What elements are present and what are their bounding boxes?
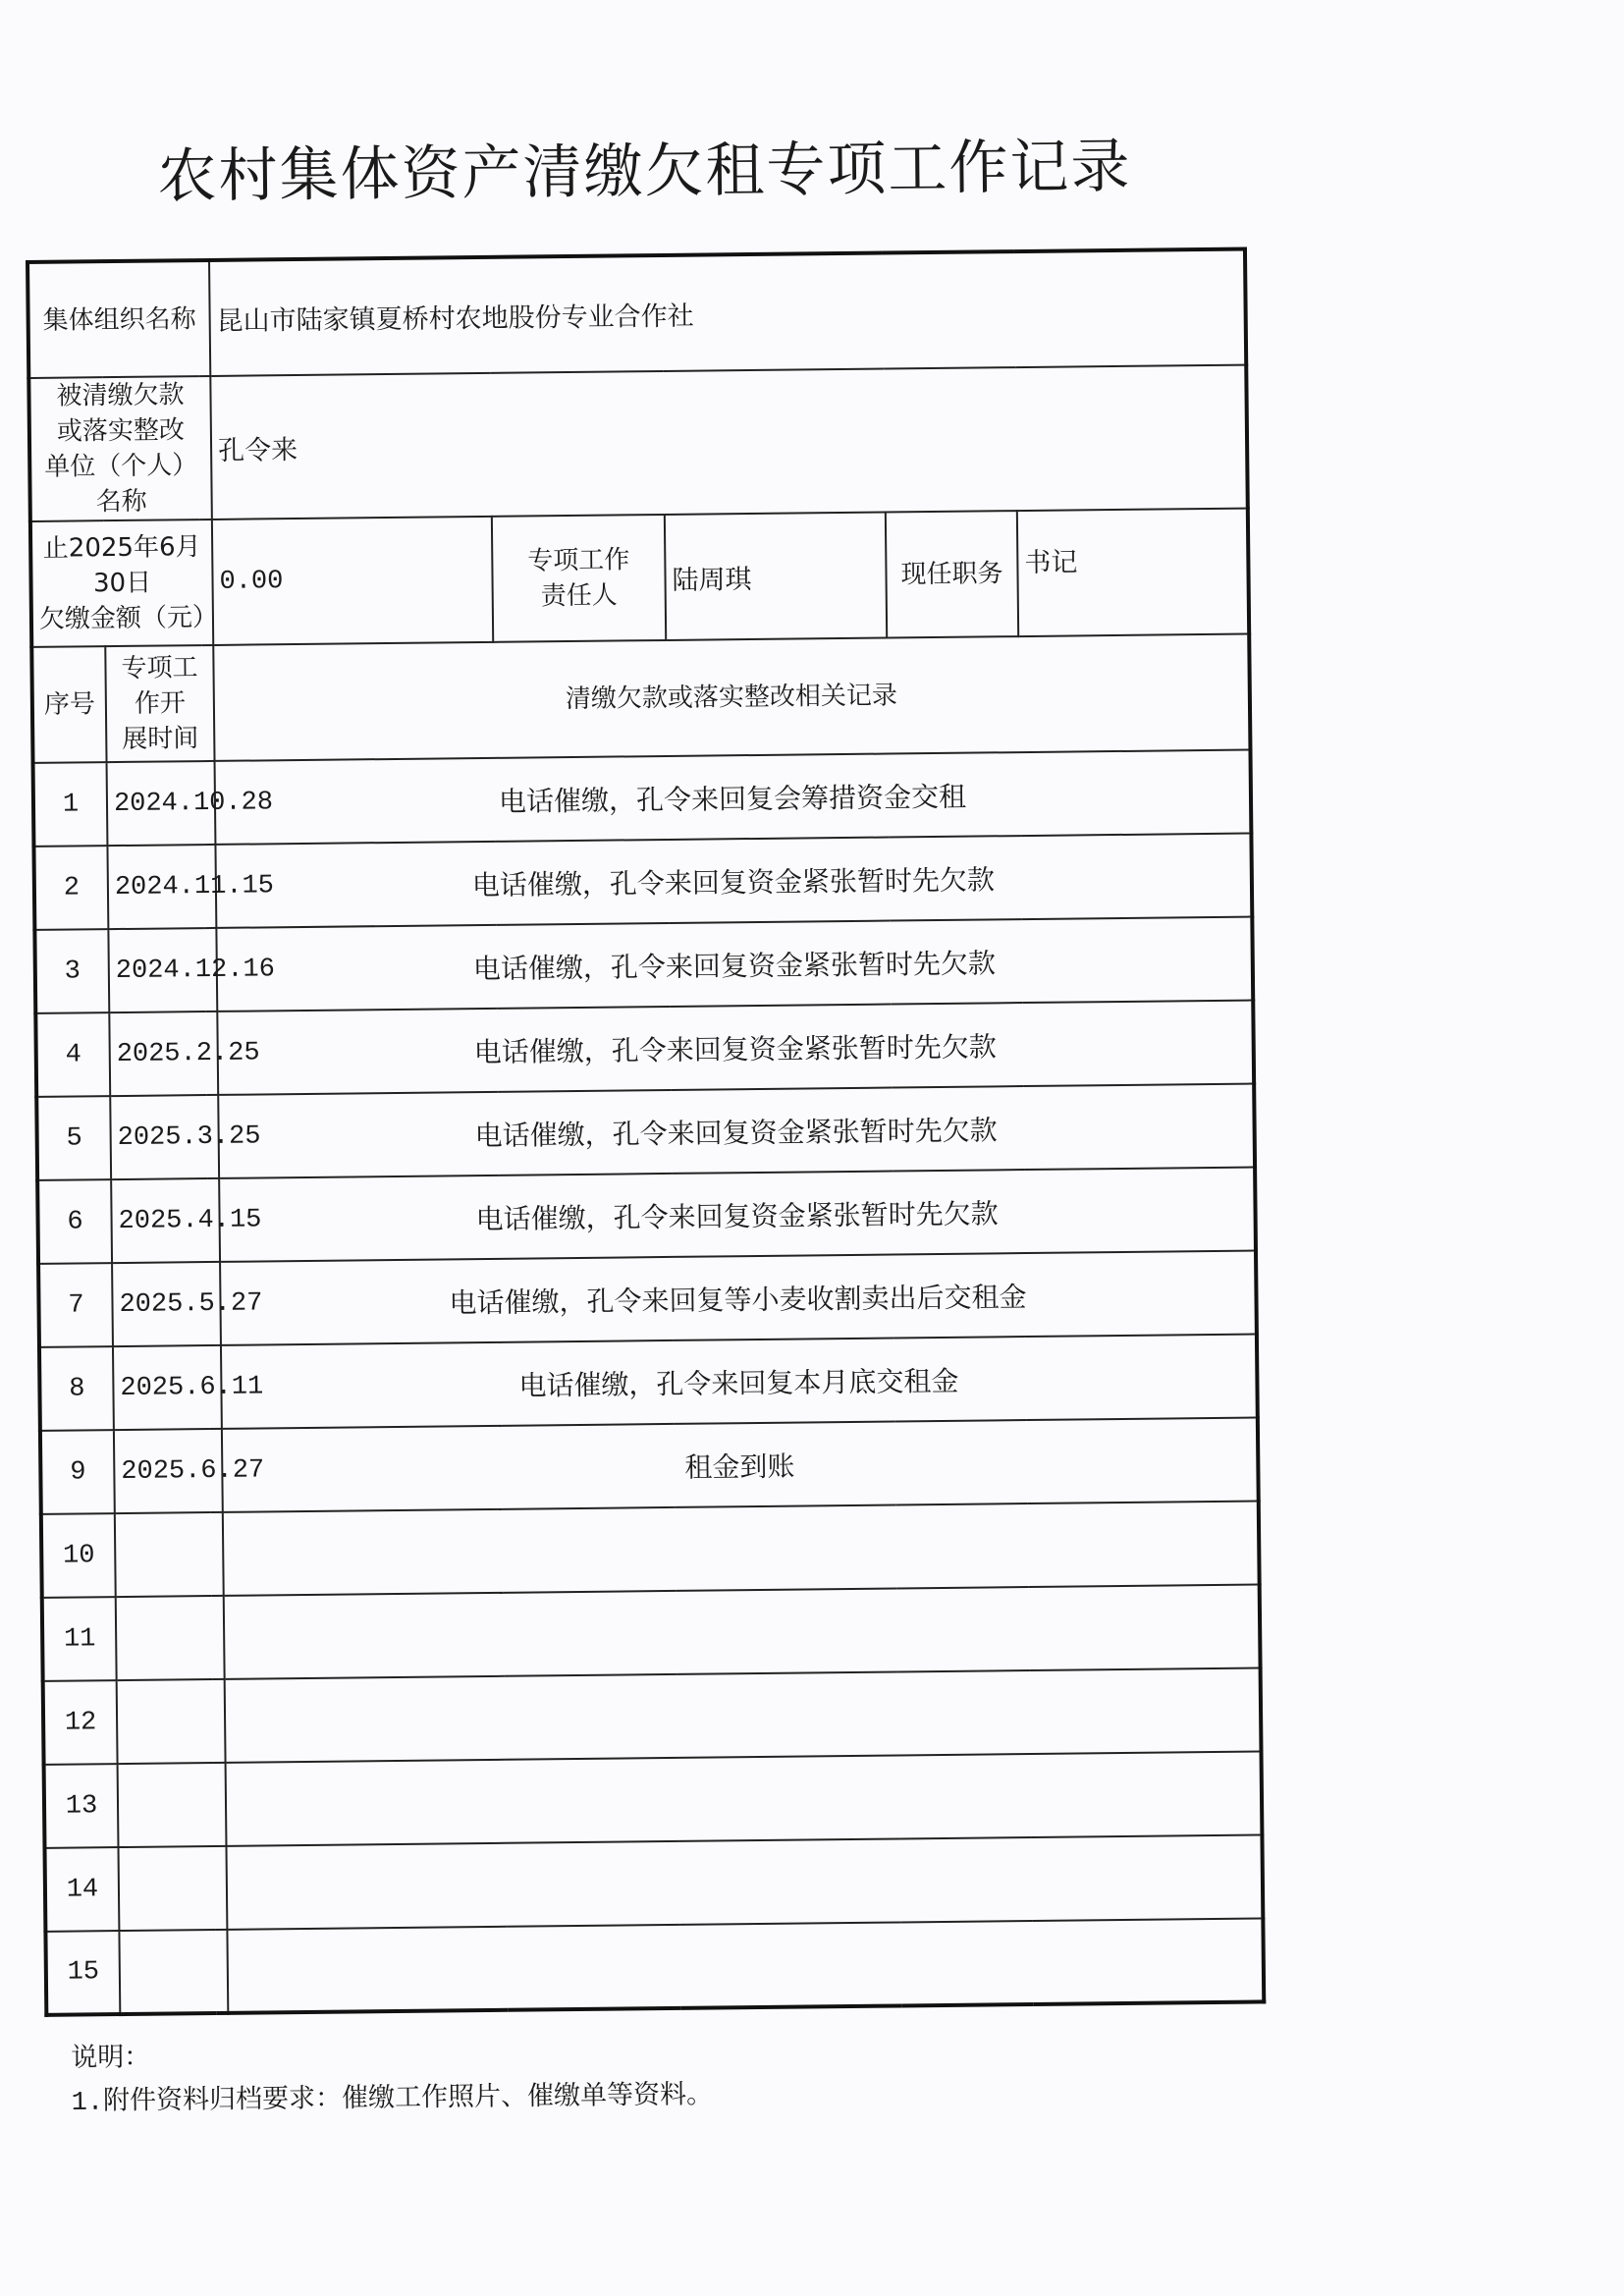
record-row <box>40 1417 1259 1513</box>
record-text <box>223 1501 1260 1595</box>
record-date <box>118 1763 227 1847</box>
org-value: 昆山市陆家镇夏桥村农地股份专业合作社 <box>209 249 1246 376</box>
arrears-label <box>30 519 219 647</box>
record-date <box>115 1512 224 1597</box>
record-row <box>44 1834 1263 1931</box>
arrears-label-line1: 止2025年6月30日 <box>42 532 201 599</box>
record-text: 电话催缴，孔令来回复会筹措资金交租 <box>215 750 1252 845</box>
record-row <box>39 1334 1258 1430</box>
record-text <box>227 1918 1264 2012</box>
debtor-label-line3: 单位（个人）名称 <box>44 451 198 518</box>
record-text: 电话催缴，孔令来回复资金紧张暂时先欠款 <box>215 834 1252 928</box>
record-date <box>116 1596 225 1680</box>
col-header-no: 序号 <box>31 646 106 763</box>
record-row <box>35 1001 1254 1097</box>
record-date <box>117 1679 226 1764</box>
record-no: 4 <box>35 1012 110 1097</box>
record-no: 7 <box>38 1263 113 1347</box>
record-row <box>33 750 1252 847</box>
record-rows <box>33 750 1265 2015</box>
record-row <box>41 1501 1260 1597</box>
position-value: 书记 <box>1017 509 1249 637</box>
record-date: 2024.11.15 <box>107 845 216 929</box>
record-text: 电话催缴，孔令来回复本月底交租金 <box>221 1334 1258 1428</box>
record-no: 14 <box>44 1847 119 1932</box>
record-text: 租金到账 <box>222 1417 1259 1511</box>
record-no: 12 <box>43 1680 118 1765</box>
col-header-records: 清缴欠款或落实整改相关记录 <box>213 634 1250 761</box>
record-row <box>43 1667 1262 1764</box>
col-header-date-line2: 展时间 <box>122 724 199 754</box>
position-label: 现任职务 <box>886 511 1018 637</box>
owner-value: 陆周琪 <box>665 513 887 640</box>
record-no: 8 <box>39 1346 114 1431</box>
record-no: 10 <box>41 1513 116 1598</box>
record-date: 2025.5.27 <box>112 1262 221 1346</box>
record-date: 2024.12.16 <box>108 928 217 1012</box>
record-table <box>26 247 1266 2017</box>
record-text: 电话催缴，孔令来回复资金紧张暂时先欠款 <box>217 1001 1254 1095</box>
notes-item-1 <box>71 2073 713 2125</box>
owner-label-line2: 责任人 <box>540 580 618 612</box>
record-text: 电话催缴，孔令来回复等小麦收割卖出后交租金 <box>220 1250 1257 1344</box>
owner-label-line1: 专项工作 <box>527 545 630 576</box>
notes-item-1-text: 附件资料归档要求：催缴工作照片、催缴单等资料。 <box>102 2079 714 2116</box>
record-no: 3 <box>34 929 109 1013</box>
debtor-row <box>28 365 1248 521</box>
debtor-value: 孔令来 <box>210 365 1248 519</box>
debtor-label <box>28 376 212 521</box>
record-row <box>45 1918 1264 2014</box>
record-row <box>34 917 1253 1013</box>
record-row <box>37 1168 1256 1264</box>
record-row <box>42 1584 1261 1680</box>
record-no: 9 <box>40 1430 115 1514</box>
record-date: 2025.6.27 <box>114 1429 223 1513</box>
record-text <box>224 1584 1261 1678</box>
page-title: 农村集体资产清缴欠租专项工作记录 <box>157 132 1132 212</box>
record-date <box>118 1846 227 1931</box>
record-no: 11 <box>42 1597 117 1681</box>
debtor-label-line2: 或落实整改 <box>56 415 186 447</box>
arrears-label-line2: 欠缴金额（元） <box>38 602 219 634</box>
org-label: 集体组织名称 <box>27 260 210 378</box>
record-date: 2025.3.25 <box>110 1095 219 1179</box>
record-no: 1 <box>33 762 108 847</box>
record-text: 电话催缴，孔令来回复资金紧张暂时先欠款 <box>219 1168 1256 1262</box>
debtor-label-line1: 被清缴欠款 <box>56 380 185 411</box>
record-date: 2024.10.28 <box>107 761 216 846</box>
col-header-date <box>105 645 214 762</box>
record-no: 6 <box>37 1179 112 1264</box>
record-text: 电话催缴，孔令来回复资金紧张暂时先欠款 <box>216 917 1253 1011</box>
record-text: 电话催缴，孔令来回复资金紧张暂时先欠款 <box>218 1084 1255 1178</box>
record-no: 5 <box>36 1096 111 1180</box>
record-row <box>44 1751 1263 1847</box>
record-row <box>33 834 1252 930</box>
record-date: 2025.4.15 <box>111 1178 220 1263</box>
notes <box>71 2030 713 2125</box>
owner-label <box>492 515 666 642</box>
notes-item-1-number: 1. <box>71 2088 104 2118</box>
record-no: 13 <box>44 1764 119 1848</box>
record-form <box>26 247 1266 2017</box>
record-date <box>119 1930 228 2014</box>
record-text <box>227 1834 1264 1929</box>
col-header-date-line1: 专项工作开 <box>121 653 198 719</box>
notes-heading: 说明： <box>71 2042 151 2073</box>
record-row <box>38 1250 1257 1346</box>
record-date: 2025.2.25 <box>109 1011 218 1096</box>
record-text <box>226 1751 1263 1845</box>
record-no: 15 <box>45 1931 120 2015</box>
record-date: 2025.6.11 <box>113 1345 222 1430</box>
record-row <box>36 1084 1255 1180</box>
arrears-value: 0.00 <box>212 517 493 645</box>
record-text <box>225 1667 1262 1762</box>
record-no: 2 <box>33 846 108 930</box>
records-header-row <box>31 634 1250 763</box>
org-row <box>27 249 1246 378</box>
arrears-row <box>30 509 1249 647</box>
